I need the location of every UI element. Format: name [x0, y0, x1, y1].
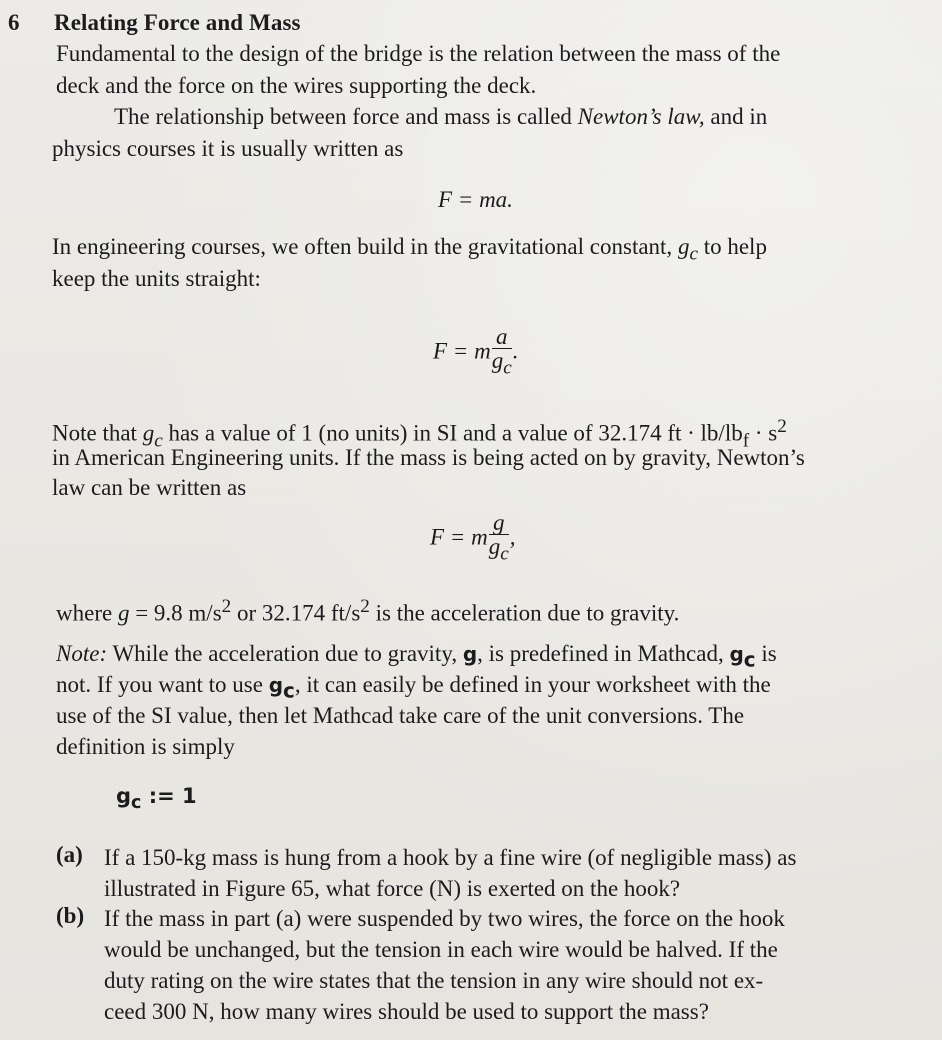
- mathcad-note-line-1: [56, 640, 777, 674]
- equation-comma: ,: [509, 524, 516, 550]
- note-text: , is predefined in Mathcad,: [477, 641, 730, 666]
- mathcad-gc-subscript: c: [743, 647, 756, 672]
- note-text: Note that: [52, 420, 143, 446]
- note-gc-line-2: in American Engineering units. If the mass is being acted on by gravity, Newton’s: [52, 445, 805, 470]
- note-text: , it can easily be defined in your worksheet with the: [294, 672, 771, 697]
- mathcad-gc-subscript: c: [283, 678, 295, 703]
- gc-symbol: g: [677, 234, 690, 259]
- mathcad-definition-value: := 1: [141, 784, 197, 808]
- squared-superscript: 2: [221, 596, 232, 617]
- question-b-line-2: would be unchanged, but the tension in each wire would be halved. If the: [104, 937, 778, 962]
- squared-superscript: 2: [777, 416, 787, 437]
- newton-law-term: Newton’s law,: [577, 104, 705, 129]
- squared-superscript: 2: [360, 596, 370, 617]
- note-gc-line-3: law can be written as: [52, 475, 247, 500]
- equation-f-ma-gc: [433, 326, 518, 381]
- g-symbol: g: [117, 600, 130, 626]
- gravity-definition-line: [56, 593, 679, 628]
- question-b-label: (b): [56, 903, 85, 928]
- question-a-text: [104, 842, 924, 904]
- equation-period: .: [512, 338, 519, 364]
- equation-lhs: F = m: [433, 338, 491, 364]
- mathcad-definition-g: g: [116, 784, 132, 808]
- engineering-text: In engineering courses, we often build in the gravitational constant,: [52, 234, 678, 259]
- fraction-a-over-gc: [492, 326, 512, 381]
- intro-line-1: Fundamental to the design of the bridge is the relation between the mass of the: [56, 41, 781, 66]
- equation-f-ma: F = ma.: [438, 187, 513, 212]
- fraction-denominator: [489, 535, 509, 567]
- denominator-g: g: [491, 348, 504, 373]
- newton-line-1: [114, 103, 767, 131]
- fraction-denominator: [492, 349, 512, 381]
- equation-f-mg-gc: [430, 512, 515, 567]
- mathcad-gc-symbol: g: [268, 673, 284, 697]
- engineering-line-2: keep the units straight:: [52, 266, 261, 291]
- mathcad-definition: [116, 784, 197, 813]
- question-b-line-3: duty rating on the wire states that the tension in any wire should not ex-: [104, 968, 764, 993]
- lbf-subscript: f: [742, 430, 750, 452]
- note-text: · s: [749, 420, 778, 446]
- denominator-subscript: c: [503, 357, 512, 379]
- note-label: Note:: [56, 641, 108, 666]
- question-b-text: [104, 903, 924, 1027]
- where-text: where: [56, 600, 118, 626]
- note-text: While the acceleration due to gravity,: [107, 641, 463, 666]
- section-number: 6: [8, 10, 20, 35]
- intro-line-2: deck and the force on the wires supporting the deck.: [56, 73, 537, 98]
- question-b-line-4: ceed 300 N, how many wires should be used to support the mass?: [104, 999, 709, 1024]
- mathcad-note-line-4: definition is simply: [56, 734, 235, 759]
- mathcad-note-line-2: [56, 671, 771, 705]
- engineering-text-end: to help: [697, 234, 767, 259]
- where-text: = 9.8 m/s: [129, 600, 222, 626]
- mathcad-gc-symbol: g: [729, 642, 744, 666]
- question-a-label: (a): [56, 842, 83, 867]
- section-title: Relating Force and Mass: [54, 10, 301, 35]
- mathcad-definition-subscript: c: [131, 793, 142, 814]
- newton-text: The relationship between force and mass is called: [114, 104, 578, 129]
- section-heading: [8, 10, 301, 36]
- fraction-g-over-gc: [489, 512, 509, 567]
- denominator-subscript: c: [500, 543, 509, 565]
- note-text: has a value of 1 (no units) in SI and a value of 32.174 ft · lb/lb: [162, 420, 743, 446]
- where-text: or 32.174 ft/s: [231, 600, 361, 626]
- fraction-numerator: g: [489, 512, 509, 535]
- gc-subscript: c: [689, 243, 698, 265]
- fraction-numerator: a: [492, 326, 512, 349]
- equation-lhs: F = m: [430, 524, 488, 550]
- question-a-line-2: illustrated in Figure 65, what force (N) is exerted on the hook?: [104, 876, 681, 901]
- gc-subscript: c: [154, 430, 163, 452]
- question-a-line-1: If a 150-kg mass is hung from a hook by a fine wire (of negligible mass) as: [104, 845, 797, 870]
- note-text: not. If you want to use: [56, 672, 269, 697]
- mathcad-g-symbol: g: [462, 642, 478, 666]
- question-b-line-1: If the mass in part (a) were suspended by two wires, the force on the hook: [104, 906, 785, 931]
- engineering-line-1: [52, 233, 767, 269]
- mathcad-note-line-3: use of the SI value, then let Mathcad take care of the unit conversions. The: [56, 703, 745, 728]
- newton-line-2: physics courses it is usually written as: [52, 136, 404, 161]
- where-text: is the acceleration due to gravity.: [369, 600, 680, 626]
- denominator-g: g: [488, 534, 501, 559]
- newton-text-end: and in: [704, 104, 768, 129]
- gc-symbol: g: [142, 420, 155, 446]
- note-text: is: [755, 641, 777, 666]
